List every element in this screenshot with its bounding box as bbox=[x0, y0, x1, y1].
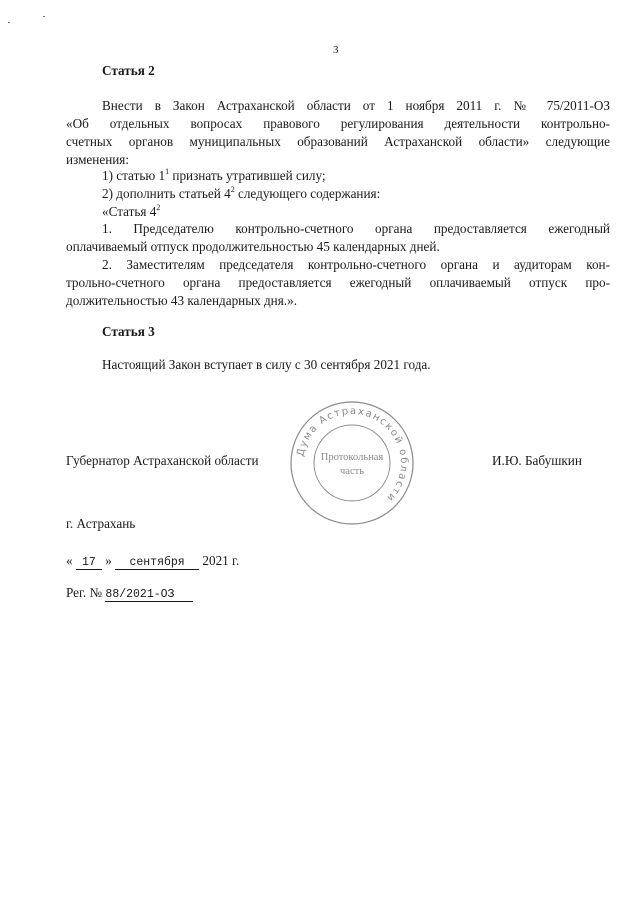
stamp-inner-ring bbox=[314, 425, 390, 501]
article-3-heading: Статья 3 bbox=[102, 324, 155, 339]
date-year: 2021 г. bbox=[202, 553, 240, 568]
registration-number: 88/2021-ОЗ bbox=[105, 588, 193, 602]
new-article-paragraph-1-line: 1. Председателю контрольно-счетного органа предоставляется ежегодный bbox=[102, 221, 610, 236]
item-2-text-tail: следующего содержания: bbox=[234, 186, 381, 201]
stamp-center-line-1: Протокольная bbox=[320, 452, 384, 463]
new-article-paragraph-1-line: оплачиваемый отпуск продолжительностью 45 календарных дней. bbox=[66, 239, 440, 254]
article-3-text: Настоящий Закон вступает в силу с 30 сентября 2021 года. bbox=[102, 357, 431, 372]
date-day: 17 bbox=[76, 556, 102, 570]
item-2-superscript: 2 bbox=[230, 184, 235, 194]
date-month: сентября bbox=[115, 556, 199, 570]
place-of-signing: г. Астрахань bbox=[66, 516, 136, 531]
new-article-paragraph-2-line: трольно-счетного органа предоставляется ежегодный оплачиваемый отпуск про- bbox=[66, 275, 610, 290]
signatory-position: Губернатор Астраханской области bbox=[66, 453, 259, 468]
article-2-intro-line: Внести в Закон Астраханской области от 1 ноября 2011 г. № 75/2011-ОЗ bbox=[102, 98, 610, 113]
new-article-title bbox=[102, 203, 160, 221]
new-article-title-text: «Статья 4 bbox=[102, 204, 157, 219]
item-2-text: 2) дополнить статьей 4 bbox=[102, 186, 231, 201]
stamp-outer-ring bbox=[291, 402, 413, 524]
item-1-superscript: 1 bbox=[165, 166, 170, 176]
stamp-center-line-2: часть bbox=[340, 466, 364, 477]
new-article-paragraph-2-line: 2. Заместителям председателя контрольно-счетного органа и аудиторам кон- bbox=[102, 257, 610, 272]
registration-label: Рег. № bbox=[66, 585, 103, 600]
item-1-text: 1) статью 1 bbox=[102, 168, 166, 183]
article-2-item-2 bbox=[102, 185, 380, 203]
scan-speck bbox=[8, 22, 10, 23]
article-2-heading: Статья 2 bbox=[102, 63, 155, 78]
scan-speck bbox=[43, 16, 45, 17]
date-open-quote: « bbox=[66, 553, 73, 568]
new-article-superscript: 2 bbox=[156, 202, 161, 212]
article-2-intro-line: счетных органов муниципальных образований Астраханской области» следующие bbox=[66, 134, 610, 149]
article-2-intro-line: изменения: bbox=[66, 152, 130, 167]
date-close-quote: » bbox=[105, 553, 112, 568]
article-2-intro-line: «Об отдельных вопросах правового регулирования деятельности контрольно- bbox=[66, 116, 610, 131]
stamp-ring-text-path: Дума Астраханской области bbox=[295, 405, 410, 505]
official-stamp bbox=[287, 398, 417, 528]
registration-number-line bbox=[66, 584, 193, 602]
signing-date bbox=[66, 552, 239, 570]
page-number: 3 bbox=[333, 44, 339, 56]
article-2-item-1 bbox=[102, 167, 326, 185]
new-article-paragraph-2-line: должительностью 43 календарных дня.». bbox=[66, 293, 297, 308]
item-1-text-tail: признать утратившей силу; bbox=[169, 168, 326, 183]
signatory-name: И.Ю. Бабушкин bbox=[492, 453, 582, 468]
